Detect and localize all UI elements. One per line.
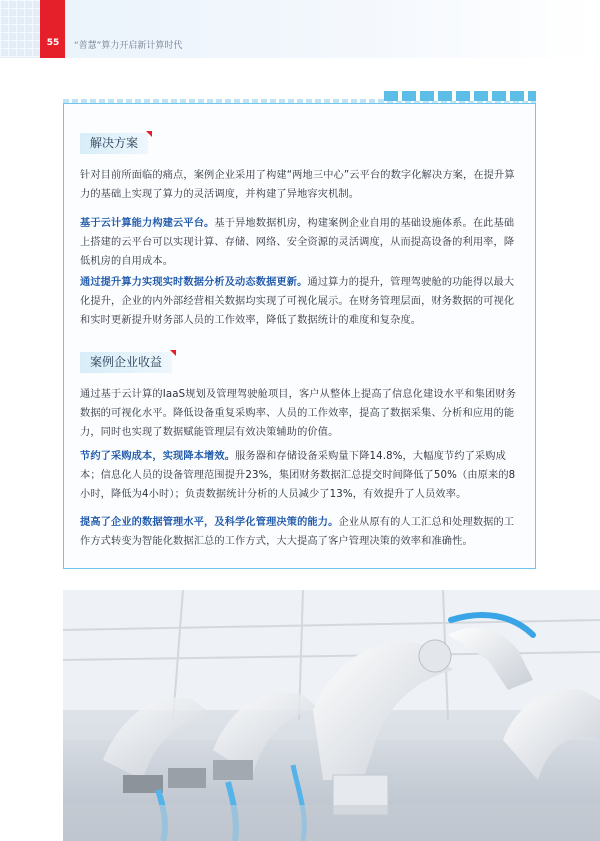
frame-top-tabs bbox=[384, 91, 536, 101]
pixel-decoration bbox=[0, 0, 40, 58]
robot-arms-photo bbox=[63, 590, 600, 841]
paragraph-body: 通过算力的提升，管理驾驶舱的功能得以最大化提升，企业的内外部经营相关数据均实现了可视化展示。在财务管理层面，财务数据的可视化和实时更新提升财务部人员的工作效率，降低了数据统计的难度和复杂度。 bbox=[80, 277, 515, 326]
section-title: 案例企业收益 bbox=[90, 355, 163, 369]
section-tag-solution bbox=[80, 133, 148, 154]
paragraph-cloud-platform bbox=[80, 214, 522, 271]
paragraph-cost-saving bbox=[80, 447, 522, 504]
paragraph-body: 企业从原有的人工汇总和处理数据的工作方式转变为智能化数据汇总的工作方式，大大提高了客户管理决策的效率和准确性。 bbox=[80, 517, 515, 547]
page-tab bbox=[40, 0, 65, 58]
paragraph-benefits-intro: 通过基于云计算的IaaS规划及管理驾驶舱项目，客户从整体上提高了信息化建设水平和集团财务数据的可视化水平。降低设备重复采购率、人员的工作效率，提高了数据采集、分析和应用的能力，同时也实现了数据赋能管理层有效决策辅助的价值。 bbox=[80, 389, 517, 438]
paragraph-data-management bbox=[80, 513, 522, 551]
running-title: “普慧”算力开启新计算时代 bbox=[74, 41, 183, 51]
page-number: 55 bbox=[46, 38, 60, 48]
paragraph-heading: 节约了采购成本，实现降本增效。 bbox=[80, 451, 236, 462]
section-title: 解决方案 bbox=[90, 136, 139, 150]
section-tag-benefits bbox=[80, 352, 172, 373]
corner-mark-icon bbox=[146, 131, 152, 137]
paragraph-heading: 通过提升算力实现实时数据分析及动态数据更新。 bbox=[80, 277, 308, 288]
paragraph-solution-intro: 针对目前所面临的痛点，案例企业采用了构建“两地三中心”云平台的数字化解决方案，在提升算力的基础上实现了算力的灵活调度，并构建了异地容灾机制。 bbox=[80, 170, 515, 200]
paragraph-heading: 提高了企业的数据管理水平，及科学化管理决策的能力。 bbox=[80, 517, 339, 528]
paragraph-heading: 基于云计算能力构建云平台。 bbox=[80, 218, 215, 229]
robot-arms-illustration bbox=[63, 590, 600, 841]
corner-mark-icon bbox=[170, 350, 176, 356]
paragraph-realtime-analysis bbox=[80, 273, 522, 330]
paragraph-body: 服务器和存储设备采购量下降14.8%，大幅度节约了采购成本；信息化人员的设备管理范围提升23%，集团财务数据汇总提交时间降低了50%（由原来的8小时，降低为4小时）；负责数据统计分析的人员减少了13%，有效提升了人员效率。 bbox=[80, 451, 516, 500]
paragraph-body: 基于异地数据机房，构建案例企业自用的基础设施体系。在此基础上搭建的云平台可以实现计算、存储、网络、安全资源的灵活调度，从而提高设备的利用率，降低机房的自用成本。 bbox=[80, 218, 515, 267]
